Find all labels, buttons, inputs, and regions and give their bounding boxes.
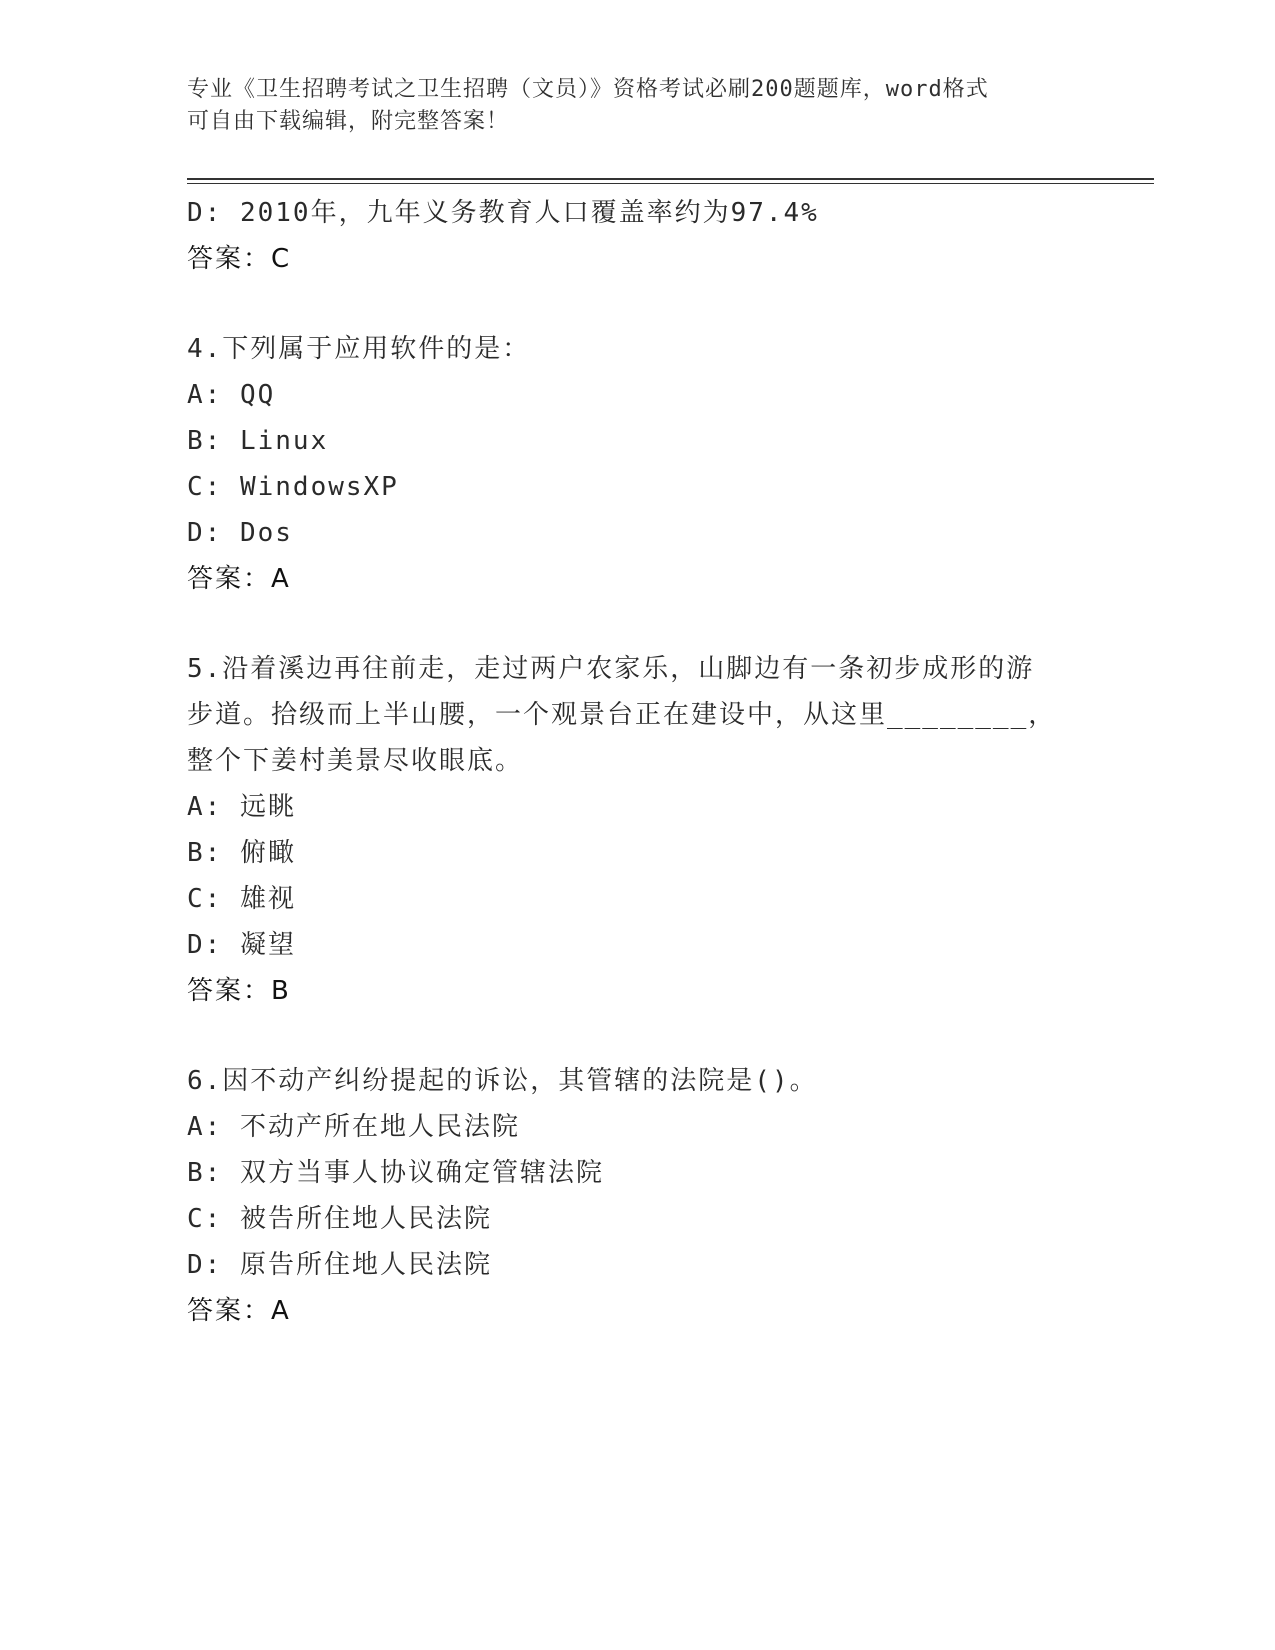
spacer [187, 602, 1087, 646]
answer-line: 答案：C [187, 244, 292, 274]
option-c: C: WindowsXP [187, 472, 399, 502]
option-d: D: 原告所住地人民法院 [187, 1250, 492, 1280]
question-stem-line-1: 5.沿着溪边再往前走，走过两户农家乐，山脚边有一条初步成形的游 [187, 654, 1035, 684]
header-title-line-1: 专业《卫生招聘考试之卫生招聘（文员）》资格考试必刷200题题库，word格式 [187, 77, 989, 102]
header-divider-secondary [187, 183, 1154, 184]
question-5 [187, 646, 1087, 1014]
document-header [187, 74, 1067, 138]
option-b: B: 俯瞰 [187, 838, 296, 868]
option-a: A: 不动产所在地人民法院 [187, 1112, 520, 1142]
question-stem-line-3: 整个下姜村美景尽收眼底。 [187, 746, 524, 776]
answer-line: 答案：B [187, 976, 291, 1006]
question-4 [187, 326, 1087, 602]
option-c: C: 雄视 [187, 884, 296, 914]
option-d: D: Dos [187, 518, 293, 548]
header-title-line-2: 可自由下载编辑，附完整答案！ [187, 109, 510, 134]
question-stem-line-2: 步道。拾级而上半山腰，一个观景台正在建设中，从这里________， [187, 700, 1057, 730]
option-a: A: 远眺 [187, 792, 296, 822]
option-d: D: 凝望 [187, 930, 296, 960]
option-a: A: QQ [187, 380, 276, 410]
option-b: B: Linux [187, 426, 329, 456]
question-stem: 6.因不动产纠纷提起的诉讼，其管辖的法院是()。 [187, 1066, 818, 1096]
spacer [187, 1014, 1087, 1058]
answer-line: 答案：A [187, 1296, 291, 1326]
question-stem: 4.下列属于应用软件的是： [187, 334, 531, 364]
answer-line: 答案：A [187, 564, 291, 594]
previous-question-tail [187, 190, 1087, 282]
option-b: B: 双方当事人协议确定管辖法院 [187, 1158, 604, 1188]
option-d: D: 2010年，九年义务教育人口覆盖率约为97.4% [187, 198, 819, 228]
question-6 [187, 1058, 1087, 1334]
spacer [187, 282, 1087, 326]
option-c: C: 被告所住地人民法院 [187, 1204, 492, 1234]
question-list [187, 190, 1087, 1334]
header-divider [187, 178, 1154, 180]
